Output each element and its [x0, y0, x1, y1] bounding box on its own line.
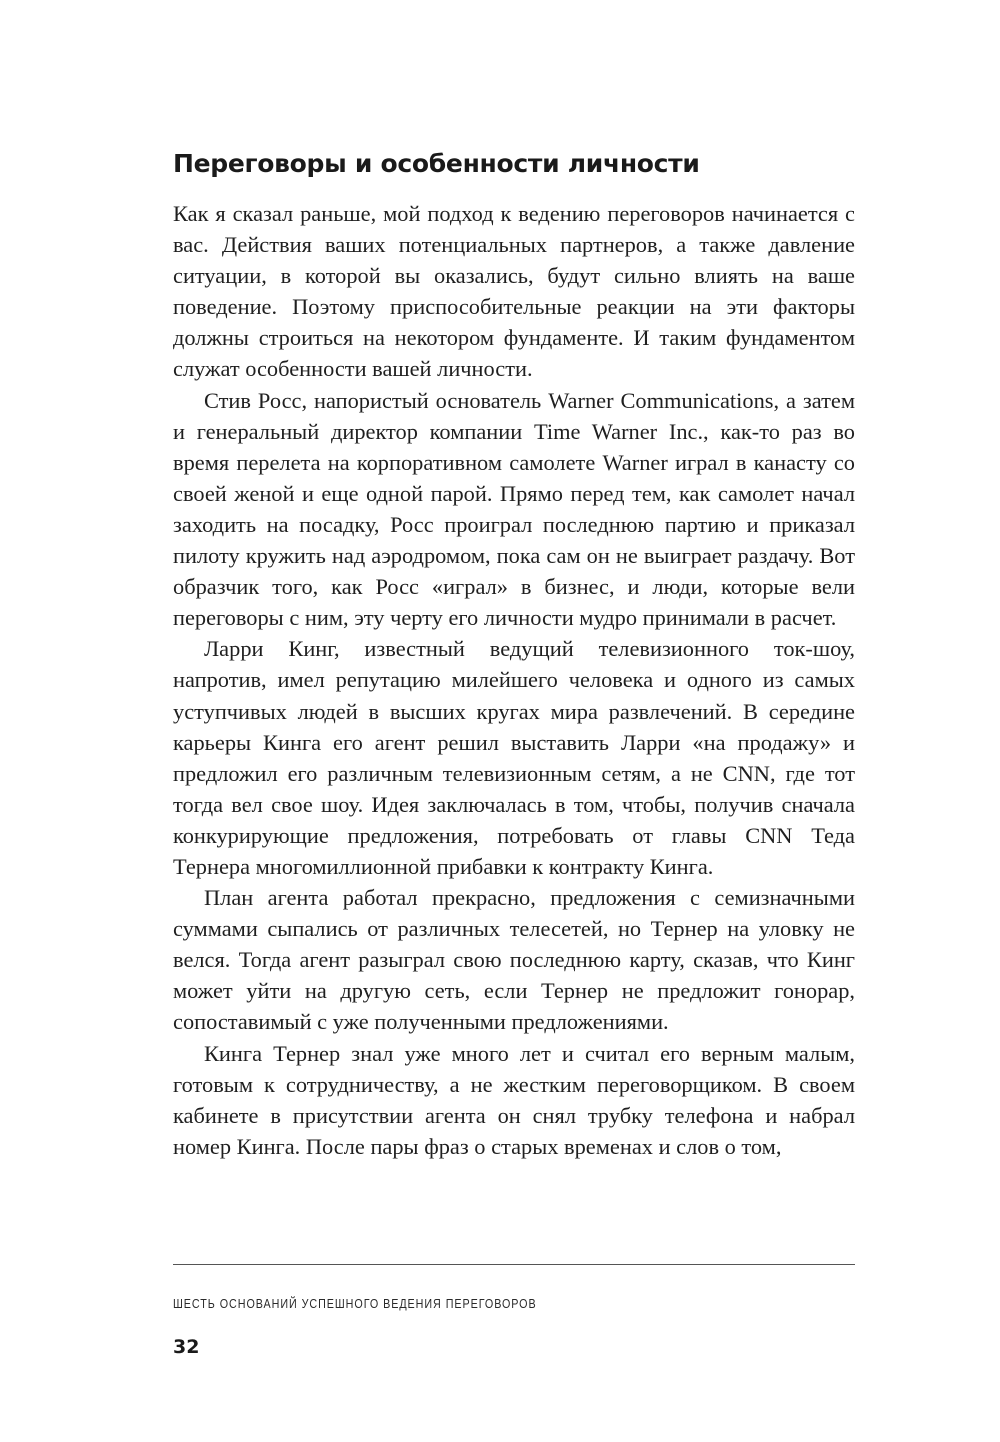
paragraph: Ларри Кинг, известный ведущий телевизионного ток-шоу, напротив, имел репутацию милейшего человека и одного из самых уступчивых людей в высших кругах мира развлечений. В середине карьеры Кинга его агент решил выставить Ларри «на продажу» и предложил его различным телевизионным сетям, а не CNN, где тот тогда вел свое шоу. Идея заключалась в том, чтобы, получив сначала конкурирующие предложения, потребовать от главы CNN Теда Тернера многомиллионной прибавки к контракту Кинга. — [173, 636, 855, 879]
section-heading: Переговоры и особенности личности — [173, 149, 700, 178]
page-number: 32 — [173, 1336, 200, 1358]
paragraph: Кинга Тернер знал уже много лет и считал его верным малым, готовым к сотрудничеству, а не жестким переговорщиком. В своем кабинете в присутствии агента он снял трубку телефона и набрал номер Кинга. После пары фраз о старых временах и слов о том, — [173, 1040, 855, 1159]
paragraph: План агента работал прекрасно, предложения с семизначными суммами сыпались от различных телесетей, но Тернер на уловку не велся. Тогда агент разыграл свою последнюю карту, сказав, что Кинг может уйти на другую сеть, если Тернер не предложит гонорар, сопоставимый с уже полученными предложениями. — [173, 885, 855, 1035]
book-page — [173, 0, 855, 1442]
body-text — [173, 198, 855, 1162]
footer-divider — [173, 1264, 855, 1265]
paragraph: Как я сказал раньше, мой подход к ведению переговоров начинается с вас. Действия ваших потенциальных партнеров, а также давление ситуации, в которой вы оказались, будут сильно влиять на ваше поведение. Поэтому приспособительные реакции на эти факторы должны строиться на некотором фундаменте. И таким фундаментом служат особенности вашей личности. — [173, 201, 855, 382]
paragraph: Стив Росс, напористый основатель Warner Communications, а затем и генеральный директор компании Time Warner Inc., как-то раз во время перелета на корпоративном самолете Warner играл в канасту со своей женой и еще одной парой. Прямо перед тем, как самолет начал заходить на посадку, Росс проиграл последнюю партию и приказал пилоту кружить над аэродромом, пока сам он не выиграет раздачу. Вот образчик того, как Росс «играл» в бизнес, и люди, которые вели переговоры с ним, эту черту его личности мудро принимали в расчет. — [173, 387, 855, 631]
running-title: ШЕСТЬ ОСНОВАНИЙ УСПЕШНОГО ВЕДЕНИЯ ПЕРЕГОВОРОВ — [173, 1297, 537, 1311]
